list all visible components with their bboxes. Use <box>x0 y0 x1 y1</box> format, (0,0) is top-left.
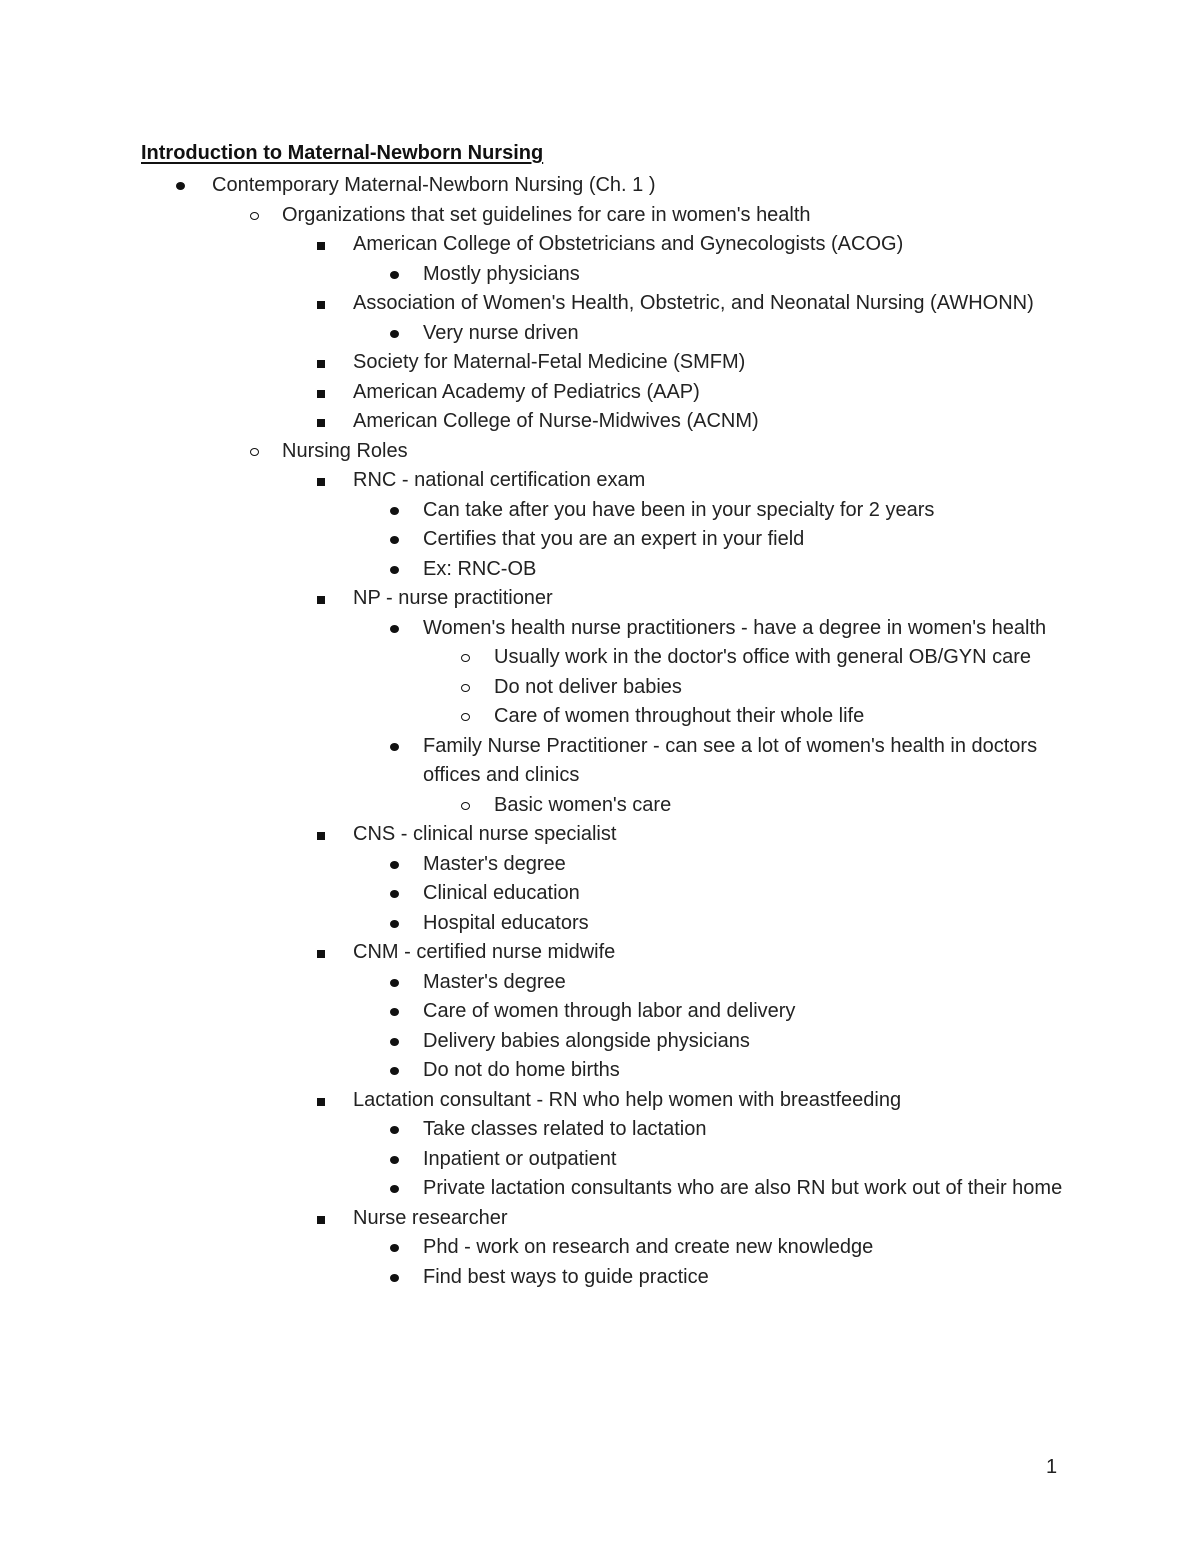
outline-item-level-3 <box>0 407 1053 437</box>
outline-item-level-2 <box>0 201 1052 231</box>
outline-item-level-4 <box>0 496 1063 526</box>
outline-item-level-2 <box>0 437 1052 467</box>
square-bullet-icon <box>315 584 329 614</box>
disc-bullet-icon <box>388 319 402 349</box>
outline-item-level-3 <box>0 230 1053 260</box>
outline-item-text: American College of Nurse-Midwives (ACNM) <box>353 410 759 432</box>
square-bullet-icon <box>315 466 329 496</box>
outline-item-level-4 <box>0 968 1063 998</box>
disc-bullet-icon <box>388 1145 402 1175</box>
square-bullet-icon <box>315 378 329 408</box>
outline-item-text: Care of women throughout their whole life <box>494 705 865 727</box>
outline-item-text: Can take after you have been in your specialty for 2 years <box>423 498 935 521</box>
outline-item-level-4 <box>0 614 1063 644</box>
square-bullet-icon <box>315 1086 329 1116</box>
square-bullet-icon <box>315 348 329 378</box>
outline-item-text: Find best ways to guide practice <box>423 1265 709 1288</box>
outline-item-text: Do not do home births <box>423 1059 620 1081</box>
outline-item-text: Women's health nurse practitioners - have a degree in women's health <box>423 616 1047 639</box>
outline-item-text: Delivery babies alongside physicians <box>423 1029 750 1052</box>
outline-item-level-5 <box>0 702 1054 732</box>
outline-item-level-4 <box>0 732 1063 791</box>
outline-item-text: NP - nurse practitioner <box>353 587 553 609</box>
outline-item-level-3 <box>0 820 1053 850</box>
outline-item-level-4 <box>0 319 1063 349</box>
disc-bullet-icon <box>388 879 402 909</box>
outline-item-level-1 <box>0 171 1052 201</box>
outline-item-level-3 <box>0 466 1053 496</box>
disc-bullet-icon <box>388 1056 402 1086</box>
outline-item-text: Contemporary Maternal-Newborn Nursing (Ch. 1 ) <box>212 174 656 196</box>
disc-bullet-icon <box>388 909 402 939</box>
disc-bullet-icon <box>388 968 402 998</box>
square-bullet-icon <box>315 820 329 850</box>
outline-item-text: Usually work in the doctor's office with general OB/GYN care <box>494 646 1032 668</box>
circle-bullet-icon <box>459 791 473 821</box>
circle-bullet-icon <box>248 201 262 231</box>
outline-item-level-4 <box>0 1263 1063 1293</box>
outline-item-level-3 <box>0 348 1053 378</box>
disc-bullet-icon <box>388 997 402 1027</box>
outline-item-text: Very nurse driven <box>423 321 579 344</box>
outline-item-level-3 <box>0 289 1053 319</box>
disc-bullet-icon <box>388 555 402 585</box>
disc-bullet-icon <box>388 260 402 290</box>
outline-item-text: CNS - clinical nurse specialist <box>353 823 617 845</box>
square-bullet-icon <box>315 289 329 319</box>
outline-item-level-4 <box>0 850 1063 880</box>
outline-item-text: Hospital educators <box>423 911 589 934</box>
outline-item-text: American College of Obstetricians and Gynecologists (ACOG) <box>353 233 904 255</box>
outline-item-text: Clinical education <box>423 882 580 904</box>
outline-item-text: Association of Women's Health, Obstetric, and Neonatal Nursing (AWHONN) <box>353 292 1034 314</box>
outline-item-level-4 <box>0 1115 1063 1145</box>
circle-bullet-icon <box>459 643 473 673</box>
disc-bullet-icon <box>388 1027 402 1057</box>
outline-item-level-5 <box>0 643 1054 673</box>
outline-item-text: Nursing Roles <box>282 439 408 462</box>
disc-bullet-icon <box>388 732 402 762</box>
outline-item-level-4 <box>0 260 1063 290</box>
square-bullet-icon <box>315 230 329 260</box>
circle-bullet-icon <box>459 673 473 703</box>
outline-item-text: Ex: RNC-OB <box>423 557 537 580</box>
disc-bullet-icon <box>388 850 402 880</box>
outline-item-text: Inpatient or outpatient <box>423 1147 617 1170</box>
outline-item-text: Lactation consultant - RN who help women with breastfeeding <box>353 1088 902 1111</box>
page-number: 1 <box>1046 1456 1058 1478</box>
circle-bullet-icon <box>248 437 262 467</box>
disc-bullet-icon <box>388 1115 402 1145</box>
square-bullet-icon <box>315 1204 329 1234</box>
outline-item-level-4 <box>0 909 1063 939</box>
outline-item-level-3 <box>0 584 1053 614</box>
disc-bullet-icon <box>388 1263 402 1293</box>
outline-item-text: Phd - work on research and create new knowledge <box>423 1236 874 1258</box>
outline-item-level-3 <box>0 1204 1053 1234</box>
outline-item-text: Do not deliver babies <box>494 675 682 698</box>
outline-item-text: Private lactation consultants who are also RN but work out of their home <box>423 1177 1063 1199</box>
document-title: Introduction to Maternal-Newborn Nursing <box>141 142 544 164</box>
outline-item-text: Basic women's care <box>494 793 672 816</box>
outline-item-text: CNM - certified nurse midwife <box>353 941 616 963</box>
outline-list <box>0 171 1200 1292</box>
outline-item-level-4 <box>0 1233 1063 1263</box>
outline-item-level-4 <box>0 525 1063 555</box>
outline-item-text: Society for Maternal-Fetal Medicine (SMFM) <box>353 351 746 373</box>
square-bullet-icon <box>315 407 329 437</box>
outline-item-level-4 <box>0 555 1063 585</box>
outline-item-text: Organizations that set guidelines for care in women's health <box>282 203 811 226</box>
outline-item-level-5 <box>0 673 1054 703</box>
outline-item-level-4 <box>0 997 1063 1027</box>
outline-item-text: Mostly physicians <box>423 262 580 285</box>
outline-item-level-3 <box>0 1086 1053 1116</box>
outline-item-level-3 <box>0 378 1053 408</box>
outline-item-level-4 <box>0 1056 1063 1086</box>
disc-bullet-icon <box>388 496 402 526</box>
square-bullet-icon <box>315 938 329 968</box>
disc-bullet-icon <box>174 171 188 201</box>
circle-bullet-icon <box>459 702 473 732</box>
disc-bullet-icon <box>388 1233 402 1263</box>
outline-item-text: Nurse researcher <box>353 1206 508 1229</box>
outline-item-text: Certifies that you are an expert in your field <box>423 528 805 550</box>
outline-item-level-4 <box>0 1027 1063 1057</box>
outline-item-text: Master's degree <box>423 852 566 875</box>
outline-item-text: Take classes related to lactation <box>423 1118 707 1140</box>
disc-bullet-icon <box>388 1174 402 1204</box>
outline-item-level-4 <box>0 1174 1063 1204</box>
outline-item-text: RNC - national certification exam <box>353 469 646 491</box>
outline-item-text: American Academy of Pediatrics (AAP) <box>353 380 700 403</box>
outline-item-text: Master's degree <box>423 970 566 993</box>
outline-item-level-4 <box>0 1145 1063 1175</box>
disc-bullet-icon <box>388 525 402 555</box>
outline-item-level-5 <box>0 791 1054 821</box>
outline-item-level-4 <box>0 879 1063 909</box>
outline-item-level-3 <box>0 938 1053 968</box>
outline-item-text: Family Nurse Practitioner - can see a lot of women's health in doctors offices and clinics <box>423 734 1038 786</box>
outline-item-text: Care of women through labor and delivery <box>423 1000 796 1022</box>
disc-bullet-icon <box>388 614 402 644</box>
